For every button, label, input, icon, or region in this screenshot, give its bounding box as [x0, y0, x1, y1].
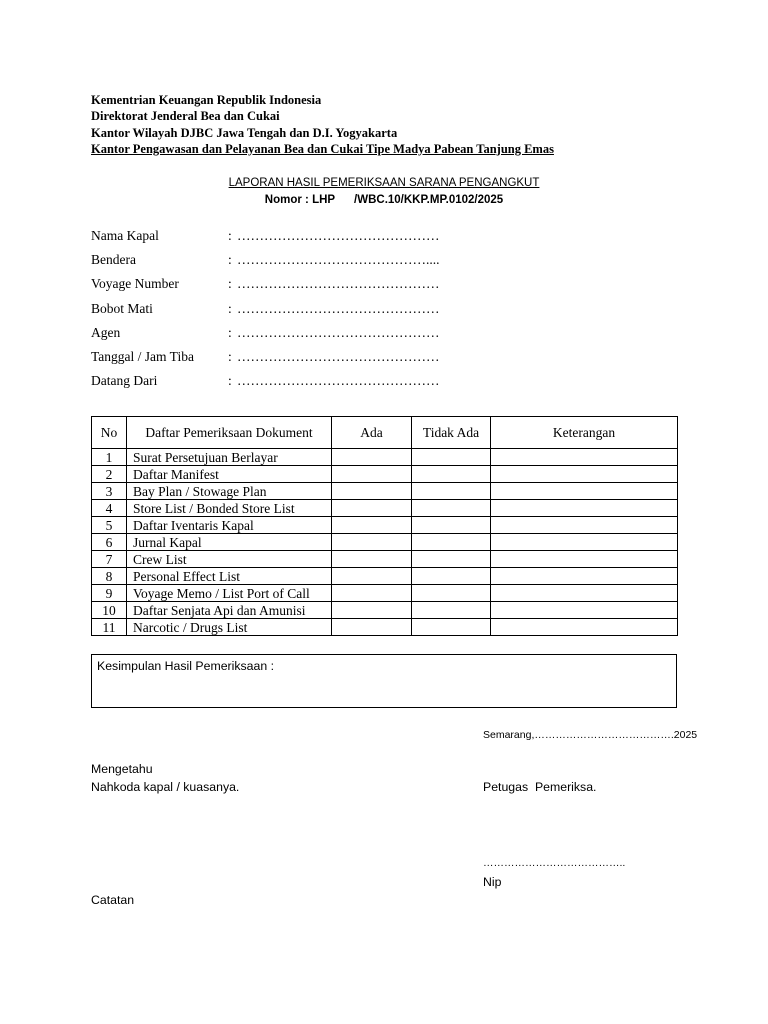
field-separator: :: [228, 373, 232, 389]
cell-tidak-ada: [412, 568, 491, 585]
letterhead-regional-office: Kantor Wilayah DJBC Jawa Tengah dan D.I. Yogyakarta: [91, 125, 398, 140]
field-value-placeholder: ………………………………………: [237, 228, 440, 243]
row-number: 11: [92, 619, 127, 636]
vessel-fields: [91, 224, 451, 393]
table-header-row: [92, 417, 678, 449]
cell-tidak-ada: [412, 483, 491, 500]
field-label: Nama Kapal: [91, 228, 159, 243]
conclusion-label: Kesimpulan Hasil Pemeriksaan :: [97, 659, 275, 673]
field-value-placeholder: ………………………………………: [237, 300, 440, 316]
table-row: [92, 483, 678, 500]
document-name: Daftar Iventaris Kapal: [127, 517, 332, 534]
field-value-placeholder: ………………………………………: [237, 276, 440, 292]
document-name: Personal Effect List: [127, 568, 332, 585]
document-name: Surat Persetujuan Berlayar: [127, 449, 332, 466]
field-value-placeholder: ………………………………………: [237, 348, 440, 364]
cell-ada: [332, 619, 412, 636]
document-name: Store List / Bonded Store List: [127, 500, 332, 517]
cell-tidak-ada: [412, 466, 491, 483]
cell-tidak-ada: [412, 500, 491, 517]
letterhead-office: Kantor Pengawasan dan Pelayanan Bea dan Cukai Tipe Madya Pabean Tanjung Emas: [91, 141, 554, 156]
cell-ada: [332, 483, 412, 500]
cell-ada: [332, 602, 412, 619]
cell-ada: [332, 534, 412, 551]
cell-keterangan: [491, 466, 678, 483]
cell-tidak-ada: [412, 534, 491, 551]
cell-keterangan: [491, 449, 678, 466]
row-number: 5: [92, 517, 127, 534]
cell-keterangan: [491, 602, 678, 619]
table-row: [92, 449, 678, 466]
cell-keterangan: [491, 534, 678, 551]
cell-ada: [332, 500, 412, 517]
row-number: 6: [92, 534, 127, 551]
cell-ada: [332, 585, 412, 602]
table-row: [92, 466, 678, 483]
document-checklist-table: [91, 416, 678, 636]
field-label: Voyage Number: [91, 276, 179, 292]
table-row: [92, 568, 678, 585]
inspector-signature-label: Petugas Pemeriksa.: [483, 780, 597, 794]
header-tidak-ada: Tidak Ada: [412, 417, 491, 449]
document-name: Voyage Memo / List Port of Call: [127, 585, 332, 602]
cell-tidak-ada: [412, 602, 491, 619]
cell-keterangan: [491, 585, 678, 602]
acknowledged-label: Mengetahu: [91, 762, 153, 776]
row-number: 3: [92, 483, 127, 500]
row-number: 8: [92, 568, 127, 585]
field-label: Datang Dari: [91, 373, 158, 389]
cell-tidak-ada: [412, 517, 491, 534]
cell-tidak-ada: [412, 449, 491, 466]
inspector-signature-line: …………………………………..: [483, 857, 626, 869]
report-title: LAPORAN HASIL PEMERIKSAAN SARANA PENGANGKUT: [228, 177, 540, 189]
letterhead-ministry: Kementrian Keuangan Republik Indonesia: [91, 93, 322, 107]
table-row: [92, 551, 678, 568]
field-separator: :: [228, 252, 232, 268]
field-datang-dari: [91, 369, 451, 393]
cell-keterangan: [491, 551, 678, 568]
report-title-block: [0, 175, 768, 209]
field-bobot-mati: [91, 297, 451, 321]
field-separator: :: [228, 276, 232, 292]
cell-ada: [332, 551, 412, 568]
cell-keterangan: [491, 568, 678, 585]
header-no: No: [92, 417, 127, 449]
captain-signature-label: Nahkoda kapal / kuasanya.: [91, 780, 240, 794]
field-separator: :: [228, 228, 232, 243]
field-separator: :: [228, 348, 232, 364]
row-number: 10: [92, 602, 127, 619]
field-separator: :: [228, 324, 232, 340]
field-nama-kapal: [91, 224, 451, 248]
header-ada: Ada: [332, 417, 412, 449]
cell-ada: [332, 466, 412, 483]
field-label: Tanggal / Jam Tiba: [91, 348, 194, 364]
table-row: [92, 517, 678, 534]
document-name: Bay Plan / Stowage Plan: [127, 483, 332, 500]
letterhead-directorate: Direktorat Jenderal Bea dan Cukai: [91, 109, 280, 124]
table-row: [92, 619, 678, 636]
field-value-placeholder: ……………………………………....: [237, 252, 440, 268]
document-name: Daftar Senjata Api dan Amunisi: [127, 602, 332, 619]
table-row: [92, 534, 678, 551]
field-bendera: [91, 248, 451, 272]
document-name: Daftar Manifest: [127, 466, 332, 483]
letterhead: [91, 92, 554, 157]
field-tanggal-jam-tiba: [91, 345, 451, 369]
field-value-placeholder: ………………………………………: [237, 324, 440, 340]
cell-keterangan: [491, 619, 678, 636]
row-number: 9: [92, 585, 127, 602]
field-value-placeholder: ………………………………………: [237, 373, 440, 389]
document-name: Crew List: [127, 551, 332, 568]
place-date-line: Semarang,………………………………….2025: [483, 729, 698, 741]
row-number: 1: [92, 449, 127, 466]
field-label: Bendera: [91, 252, 136, 268]
cell-ada: [332, 517, 412, 534]
conclusion-box: [91, 654, 677, 708]
cell-tidak-ada: [412, 619, 491, 636]
field-label: Agen: [91, 324, 121, 340]
cell-tidak-ada: [412, 585, 491, 602]
document-name: Narcotic / Drugs List: [127, 619, 332, 636]
row-number: 2: [92, 466, 127, 483]
cell-keterangan: [491, 483, 678, 500]
header-keterangan: Keterangan: [491, 417, 678, 449]
header-dokumen: Daftar Pemeriksaan Dokument: [127, 417, 332, 449]
cell-keterangan: [491, 517, 678, 534]
field-label: Bobot Mati: [91, 300, 153, 316]
cell-keterangan: [491, 500, 678, 517]
row-number: 7: [92, 551, 127, 568]
table-row: [92, 602, 678, 619]
table-row: [92, 500, 678, 517]
document-name: Jurnal Kapal: [127, 534, 332, 551]
field-separator: :: [228, 300, 232, 316]
field-agen: [91, 321, 451, 345]
row-number: 4: [92, 500, 127, 517]
notes-label: Catatan: [91, 893, 135, 907]
report-number: Nomor : LHP /WBC.10/KKP.MP.0102/2025: [264, 194, 504, 206]
field-voyage-number: [91, 272, 451, 296]
inspector-nip-label: Nip: [483, 875, 502, 889]
cell-ada: [332, 449, 412, 466]
cell-ada: [332, 568, 412, 585]
cell-tidak-ada: [412, 551, 491, 568]
table-row: [92, 585, 678, 602]
